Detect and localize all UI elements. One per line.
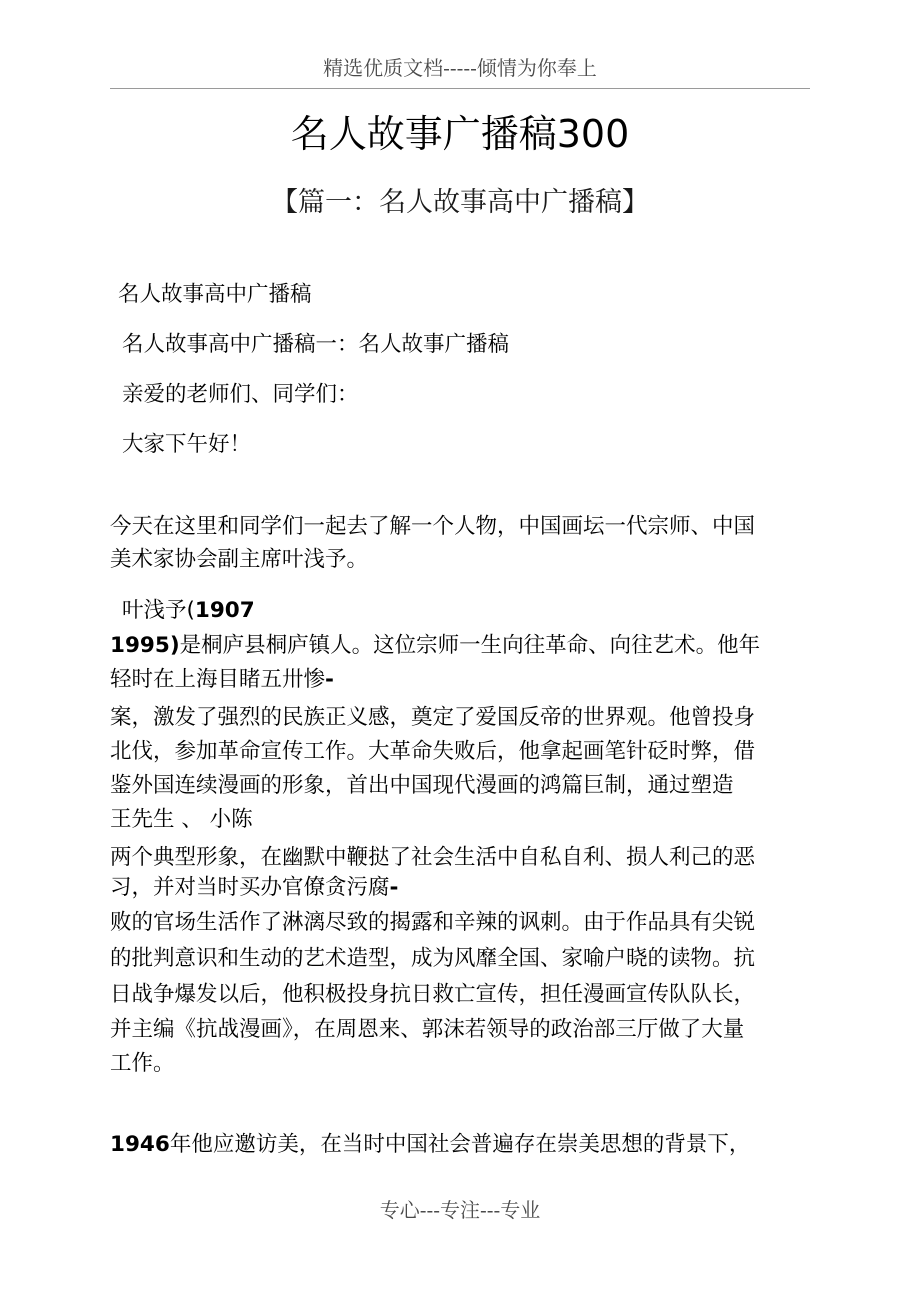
- text-line: [110, 1128, 750, 1162]
- text-run: 是桐庐县桐庐镇人。这位宗师一生向往革命、向往艺术。他年: [179, 633, 761, 658]
- text-run: 1995): [110, 633, 180, 658]
- page-footer: 专心---专注---专业: [379, 1198, 541, 1222]
- text-line: [110, 871, 398, 905]
- text-line: 工作。: [110, 1051, 175, 1076]
- text-line: 鉴外国连续漫画的形象，首出中国现代漫画的鸿篇巨制，通过塑造: [110, 773, 734, 798]
- text-run: 1907: [194, 598, 255, 623]
- text-line: 并主编《抗战漫画》，在周恩来、郭沫若领导的政治部三厅做了大量: [110, 1017, 745, 1042]
- document-title: 名人故事广播稿300: [290, 112, 630, 156]
- document-subtitle: 【篇一：名人故事高中广播稿】: [271, 187, 649, 218]
- text-line: 美术家协会副主席叶浅予。: [110, 547, 369, 572]
- text-line: 两个典型形象，在幽默中鞭挞了社会生活中自私自利、损人利己的恶: [110, 845, 756, 870]
- text-line: 案，激发了强烈的民族正义感，奠定了爱国反帝的世界观。他曾投身: [110, 705, 756, 730]
- text-run: -: [325, 667, 334, 692]
- text-line: [122, 594, 255, 628]
- text-line: 北伐，参加革命宣传工作。大革命失败后，他拿起画笔针砭时弊，借: [110, 739, 756, 764]
- text-line: 日战争爆发以后，他积极投身抗日救亡宣传，担任漫画宣传队队长，: [110, 982, 756, 1007]
- text-line: [110, 629, 760, 663]
- text-line: [110, 663, 334, 697]
- text-run: -: [389, 875, 399, 900]
- text-line: 的批判意识和生动的艺术造型，成为风靡全国、家喻户晓的读物。抗: [110, 946, 756, 971]
- text-run: 1946: [110, 1132, 170, 1157]
- text-line: 亲爱的老师们、同学们：: [122, 382, 359, 407]
- text-line: 今天在这里和同学们一起去了解一个人物，中国画坛一代宗师、中国: [110, 514, 756, 539]
- text-run: 叶浅予(: [122, 598, 195, 623]
- text-run: 年他应邀访美，在当时中国社会普遍存在崇美思想的背景下，: [169, 1132, 751, 1157]
- text-line: 名人故事高中广播稿一：名人故事广播稿: [122, 332, 510, 357]
- text-line: 名人故事高中广播稿: [118, 282, 312, 307]
- text-run: 轻时在上海目睹五卅惨: [110, 667, 326, 692]
- text-line: 王先生 、 小陈: [110, 807, 253, 832]
- text-line: 大家下午好！: [122, 432, 252, 457]
- text-run: 习，并对当时买办官僚贪污腐: [110, 875, 390, 900]
- header-divider: [110, 88, 810, 89]
- text-line: 败的官场生活作了淋漓尽致的揭露和辛辣的讽刺。由于作品具有尖锐: [110, 910, 756, 935]
- page-header: 精选优质文档-----倾情为你奉上: [323, 56, 597, 80]
